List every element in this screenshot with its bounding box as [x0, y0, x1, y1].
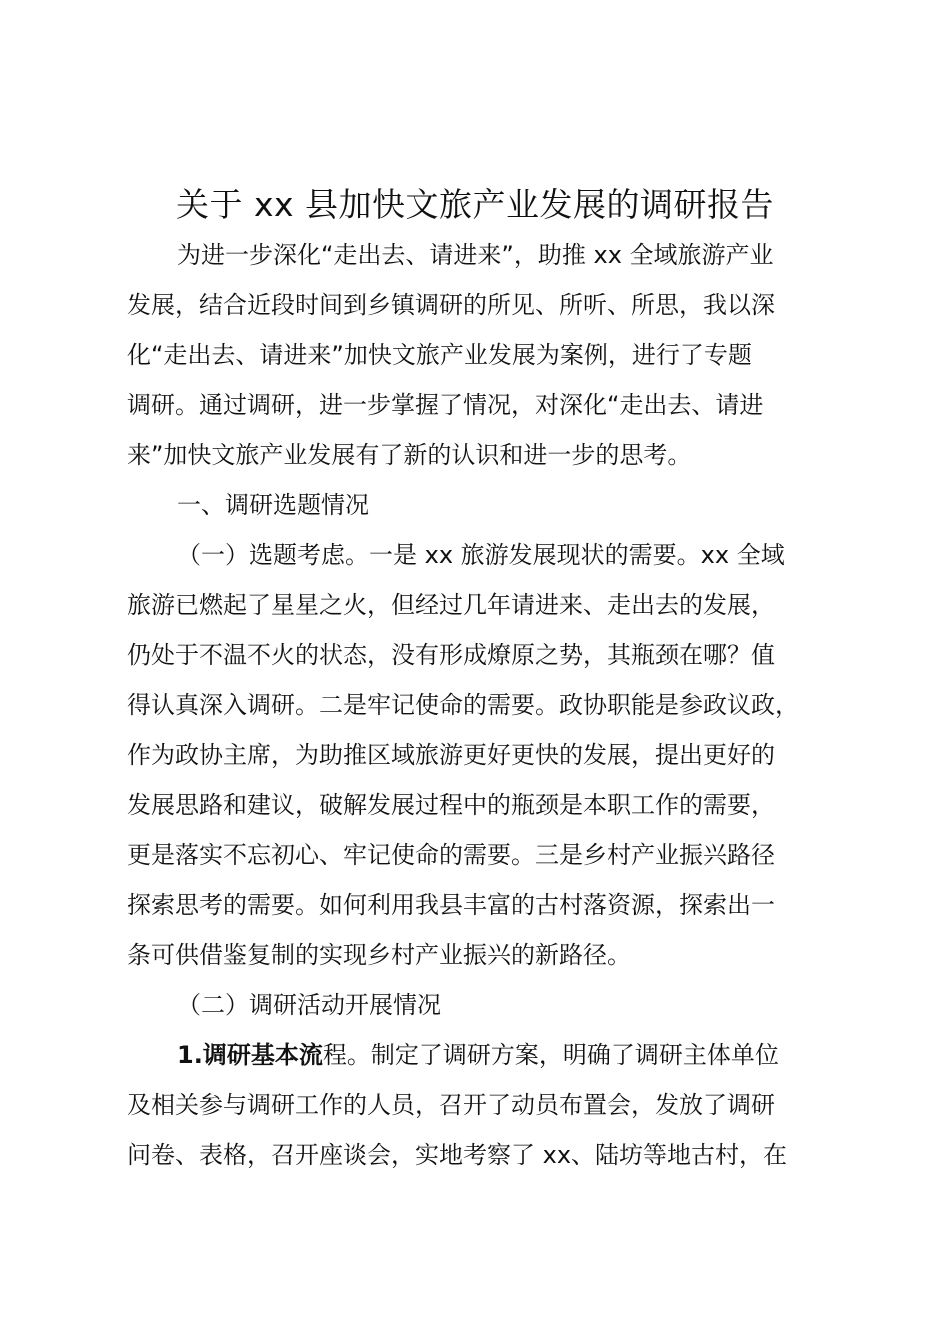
text-line: 为进一步深化“走出去、请进来”，助推 xx 全域旅游产业 [177, 241, 774, 269]
paragraph-lines-after [127, 1080, 847, 1180]
text-line: 探索思考的需要。如何利用我县丰富的古村落资源，探索出一 [127, 891, 775, 919]
text-line: 一、调研选题情况 [177, 491, 369, 519]
text-line: 仍处于不温不火的状态，没有形成燎原之势，其瓶颈在哪？值 [127, 641, 775, 669]
document-title: 关于 xx 县加快文旅产业发展的调研报告 [175, 185, 775, 224]
text-line: 来”加快文旅产业发展有了新的认识和进一步的思考。 [127, 441, 692, 469]
text-line: 问卷、表格，召开座谈会，实地考察了 xx、陆坊等地古村，在 [127, 1141, 788, 1169]
text-line: 发展思路和建议，破解发展过程中的瓶颈是本职工作的需要， [127, 791, 775, 819]
paragraph-lines [127, 230, 847, 1030]
item-1-line [127, 1030, 847, 1080]
text-line: 化“走出去、请进来”加快文旅产业发展为案例，进行了专题 [127, 341, 752, 369]
text-line: 旅游已燃起了星星之火，但经过几年请进来、走出去的发展， [127, 591, 775, 619]
text-line: 及相关参与调研工作的人员，召开了动员布置会，发放了调研 [127, 1091, 775, 1119]
item-1-text: 程。制定了调研方案，明确了调研主体单位 [322, 1041, 779, 1069]
text-line: 发展，结合近段时间到乡镇调研的所见、所听、所思，我以深 [127, 291, 775, 319]
text-line: （一）选题考虑。一是 xx 旅游发展现状的需要。xx 全域 [177, 541, 785, 569]
text-line: 调研。通过调研，进一步掌握了情况，对深化“走出去、请进 [127, 391, 764, 419]
text-line: 条可供借鉴复制的实现乡村产业振兴的新路径。 [127, 941, 631, 969]
text-line: 得认真深入调研。二是牢记使命的需要。政协职能是参政议政， [127, 691, 799, 719]
document-body [127, 230, 847, 1180]
text-line: 更是落实不忘初心、牢记使命的需要。三是乡村产业振兴路径 [127, 841, 775, 869]
item-1-heading: 1.调研基本流 [177, 1041, 323, 1069]
text-line: （二）调研活动开展情况 [177, 991, 441, 1019]
text-line: 作为政协主席，为助推区域旅游更好更快的发展，提出更好的 [127, 741, 775, 769]
